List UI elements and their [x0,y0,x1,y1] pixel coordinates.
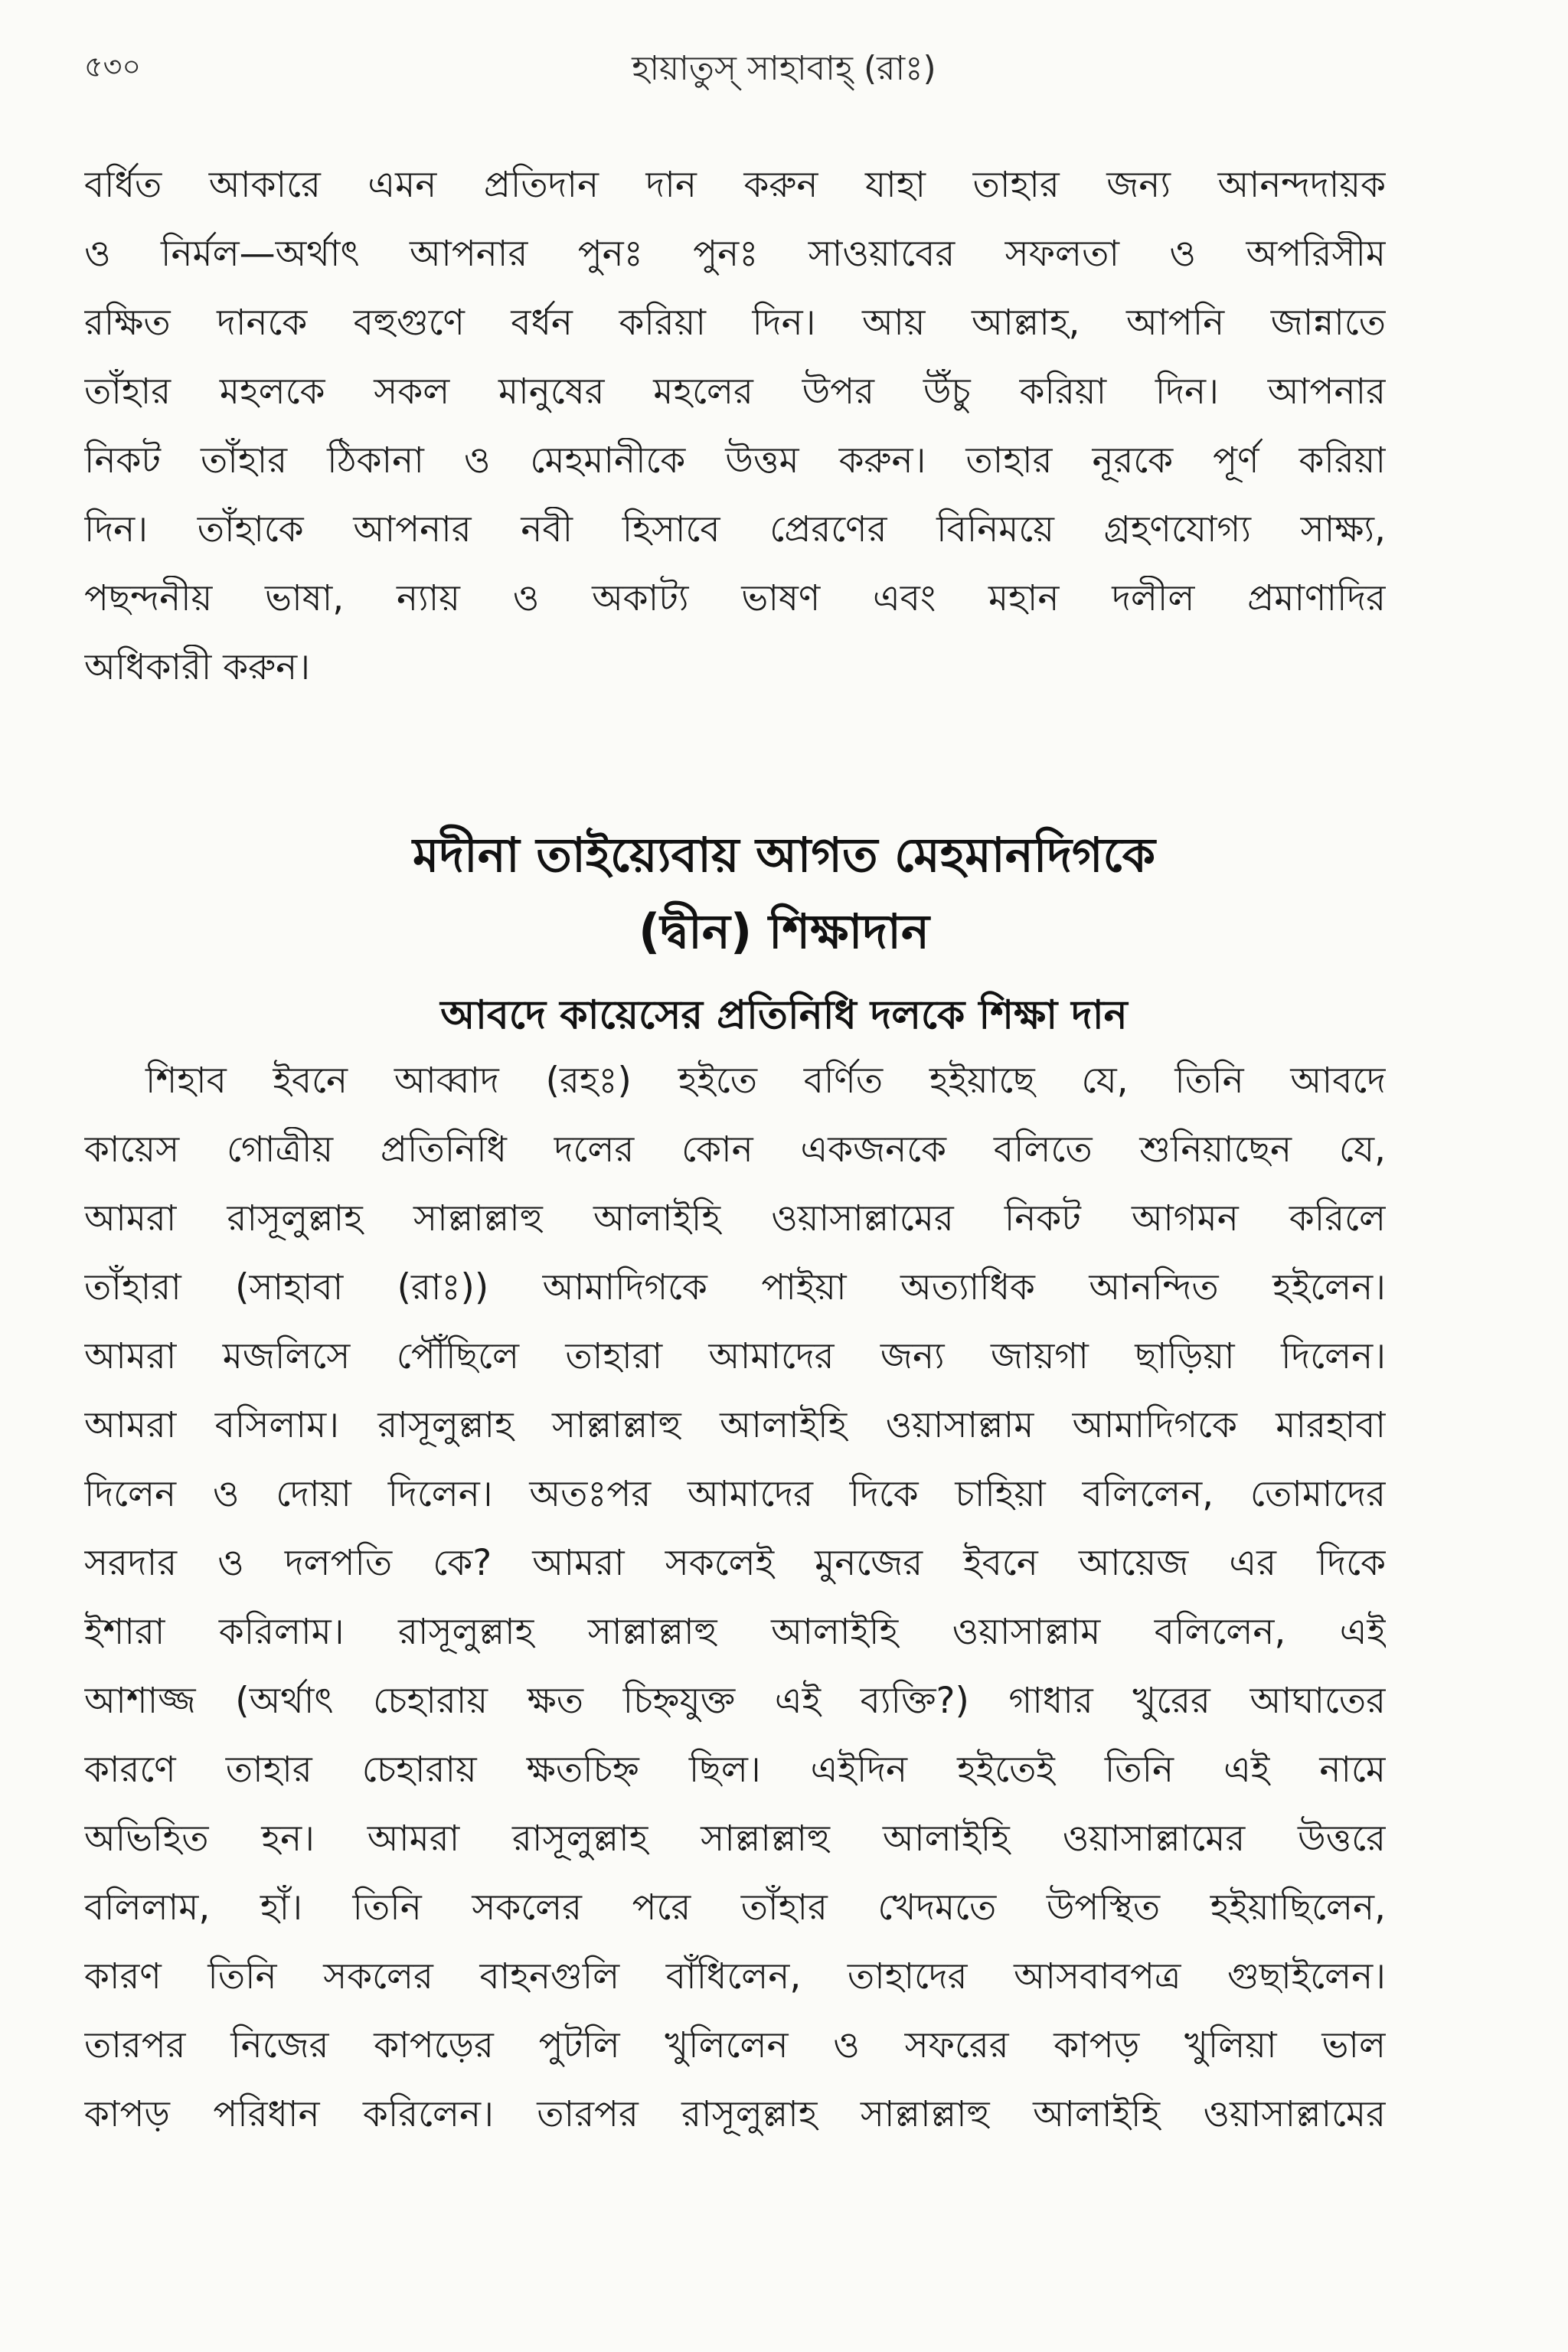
text-line: আমরা বসিলাম। রাসূলুল্লাহ সাল্লাল্লাহু আলাইহি ওয়াসাল্লাম আমাদিগকে মারহাবা [84,1404,1386,1446]
text-line: বলিলাম, হাঁ। তিনি সকলের পরে তাঁহার খেদমতে উপস্থিত হইয়াছিলেন, [84,1886,1386,1929]
text-line: তাঁহারা (সাহাবা (রাঃ)) আমাদিগকে পাইয়া অত্যাধিক আনন্দিত হইলেন। [84,1266,1386,1308]
text-line: আমরা মজলিসে পৌঁছিলে তাহারা আমাদের জন্য জায়গা ছাড়িয়া দিলেন। [84,1335,1386,1377]
text-line: কারণ তিনি সকলের বাহনগুলি বাঁধিলেন, তাহাদের আসবাবপত্র গুছাইলেন। [84,1955,1386,1998]
page-number: ৫৩০ [84,50,142,83]
text-line: শিহাব ইবনে আব্বাদ (রহঃ) হইতে বর্ণিত হইয়াছে যে, তিনি আবদে [145,1060,1386,1102]
text-line: আশাজ্জ (অর্থাৎ চেহারায় ক্ষত চিহ্নযুক্ত এই ব্যক্তি?) গাধার খুরের আঘাতের [84,1680,1386,1722]
text-line: দিন। তাঁহাকে আপনার নবী হিসাবে প্রেরণের বিনিময়ে গ্রহণযোগ্য সাক্ষ্য, [84,508,1386,550]
section-heading-line-2: (দ্বীন) শিক্ষাদান [638,903,930,959]
text-line: ইশারা করিলাম। রাসূলুল্লাহ সাল্লাল্লাহু আলাইহি ওয়াসাল্লাম বলিলেন, এই [84,1611,1386,1653]
text-line: দিলেন ও দোয়া দিলেন। অতঃপর আমাদের দিকে চাহিয়া বলিলেন, তোমাদের [84,1473,1386,1515]
running-head: হায়াতুস্ সাহাবাহ্ (রাঃ) [632,49,936,88]
text-line: বর্ধিত আকারে এমন প্রতিদান দান করুন যাহা তাহার জন্য আনন্দদায়ক [84,164,1386,206]
intro-paragraph [84,162,1386,714]
text-line: আমরা রাসূলুল্লাহ সাল্লাল্লাহু আলাইহি ওয়াসাল্লামের নিকট আগমন করিলে [84,1197,1386,1240]
text-line: নিকট তাঁহার ঠিকানা ও মেহমানীকে উত্তম করুন। তাহার নূরকে পূর্ণ করিয়া [84,439,1386,482]
body-paragraph [84,1058,1386,2161]
text-line: কাপড় পরিধান করিলেন। তারপর রাসূলুল্লাহ সাল্লাল্লাহু আলাইহি ওয়াসাল্লামের [84,2093,1386,2135]
text-line: কারণে তাহার চেহারায় ক্ষতচিহ্ন ছিল। এইদিন হইতেই তিনি এই নামে [84,1749,1386,1791]
section-heading-line-1: মদীনা তাইয়্যেবায় আগত মেহমানদিগকে [413,827,1155,883]
text-line: কায়েস গোত্রীয় প্রতিনিধি দলের কোন একজনকে বলিতে শুনিয়াছেন যে, [84,1129,1386,1171]
subheading: আবদে কায়েসের প্রতিনিধি দলকে শিক্ষা দান [440,992,1128,1038]
text-line: অধিকারী করুন। [84,646,311,688]
text-line: তাঁহার মহলকে সকল মানুষের মহলের উপর উঁচু করিয়া দিন। আপনার [84,371,1386,413]
text-line: ও নির্মল—অর্থাৎ আপনার পুনঃ পুনঃ সাওয়াবের সফলতা ও অপরিসীম [84,233,1386,275]
text-line: সরদার ও দলপতি কে? আমরা সকলেই মুনজের ইবনে আয়েজ এর দিকে [84,1542,1386,1584]
text-line: তারপর নিজের কাপড়ের পুটলি খুলিলেন ও সফরের কাপড় খুলিয়া ভাল [84,2024,1386,2066]
text-line: অভিহিত হন। আমরা রাসূলুল্লাহ সাল্লাল্লাহু আলাইহি ওয়াসাল্লামের উত্তরে [84,1818,1386,1860]
text-line: রক্ষিত দানকে বহুগুণে বর্ধন করিয়া দিন। আয় আল্লাহ, আপনি জান্নাতে [84,302,1386,344]
text-line: পছন্দনীয় ভাষা, ন্যায় ও অকাট্য ভাষণ এবং মহান দলীল প্রমাণাদির [84,577,1386,619]
